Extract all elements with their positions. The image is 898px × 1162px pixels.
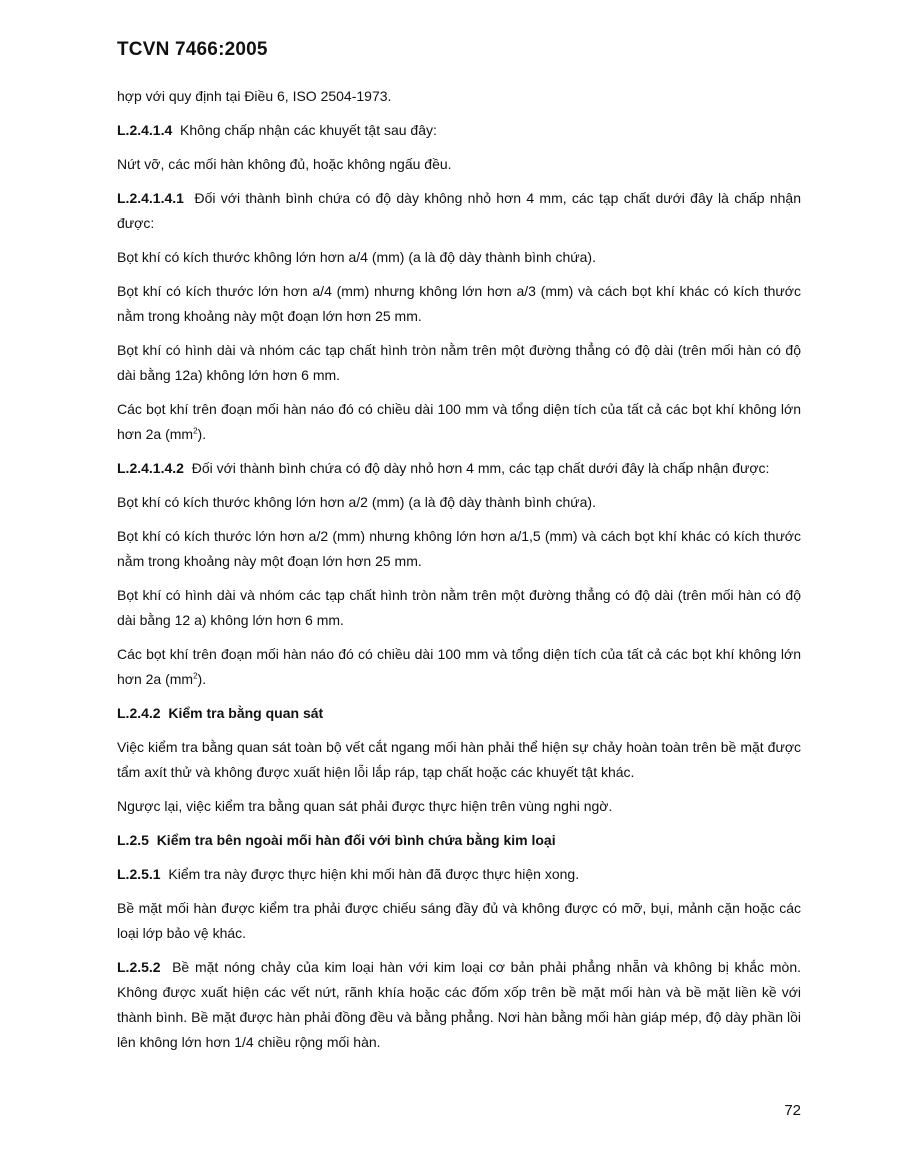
paragraph-text: Bọt khí có hình dài và nhóm các tạp chất hình tròn nằm trên một đường thẳng có độ dài (trên mối hàn có độ dài bằng 12a) không lớn hơn 6 mm. <box>117 342 801 383</box>
paragraph-bubble-a2-a15 <box>117 524 801 574</box>
clause-text: Đối với thành bình chứa có độ dày nhỏ hơn 4 mm, các tạp chất dưới đây là chấp nhận được: <box>191 460 770 476</box>
paragraph-text: Bọt khí có kích thước lớn hơn a/2 (mm) nhưng không lớn hơn a/1,5 (mm) và cách bọt khí khác có kích thước nằm trong khoảng này một đoạn lớn hơn 25 mm. <box>117 528 801 569</box>
paragraph-text: Bọt khí có kích thước không lớn hơn a/2 (mm) (a là độ dày thành bình chứa). <box>117 494 596 510</box>
clause-text: Bề mặt nóng chảy của kim loại hàn với kim loại cơ bản phải phẳng nhẵn và không bị khắc mòn. Không được xuất hiện các vết nứt, rãnh khía hoặc các đốm xốp trên bề mặt mối hàn và bề mặt liền kề với thành bình. Bề mặt được hàn phải đồng đều và bằng phẳng. Nơi hàn bằng mối hàn giáp mép, độ dày phần lồi lên không lớn hơn 1/4 chiều rộng mối hàn. <box>117 959 801 1050</box>
paragraph-bubble-a2 <box>117 490 801 515</box>
clause-text: Không chấp nhận các khuyết tật sau đây: <box>180 122 437 138</box>
paragraph-defects <box>117 152 801 177</box>
paragraph-text: Bọt khí có kích thước lớn hơn a/4 (mm) nhưng không lớn hơn a/3 (mm) và cách bọt khí khác có kích thước nằm trong khoảng này một đoạn lớn hơn 25 mm. <box>117 283 801 324</box>
paragraph-text: Bề mặt mối hàn được kiểm tra phải được chiếu sáng đầy đủ và không được có mỡ, bụi, mảnh cặn hoặc các loại lớp bảo vệ khác. <box>117 900 801 941</box>
clause-text: Kiểm tra này được thực hiện khi mối hàn đã được thực hiện xong. <box>168 866 580 882</box>
paragraph-text: Các bọt khí trên đoạn mối hàn náo đó có chiều dài 100 mm và tổng diện tích của tất cả các bọt khí không lớn hơn 2a (mm <box>117 646 801 687</box>
standard-code-header: TCVN 7466:2005 <box>117 39 268 60</box>
paragraph-continuation <box>117 84 801 109</box>
clause-number: L.2.5.2 <box>117 959 161 975</box>
section-heading-L-2-4-2 <box>117 701 801 726</box>
clause-number: L.2.4.1.4.2 <box>117 460 184 476</box>
section-number: L.2.4.2 <box>117 705 161 721</box>
paragraph-text: Ngược lại, việc kiểm tra bằng quan sát phải được thực hiện trên vùng nghi ngờ. <box>117 798 613 814</box>
clause-number: L.2.4.1.4 <box>117 122 173 138</box>
clause-L-2-4-1-4 <box>117 118 801 143</box>
paragraph-surface-lighting <box>117 896 801 946</box>
paragraph-elongated-bubble-2 <box>117 583 801 633</box>
paragraph-visual-inspection <box>117 735 801 785</box>
section-title: Kiểm tra bên ngoài mối hàn đối với bình chứa bằng kim loại <box>156 832 556 848</box>
paragraph-text: Nứt vỡ, các mối hàn không đủ, hoặc không ngấu đều. <box>117 156 452 172</box>
paragraph-elongated-bubble <box>117 338 801 388</box>
paragraph-text: hợp với quy định tại Điều 6, ISO 2504-1973. <box>117 88 392 104</box>
paragraph-text: Các bọt khí trên đoạn mối hàn náo đó có chiều dài 100 mm và tổng diện tích của tất cả các bọt khí không lớn hơn 2a (mm <box>117 401 801 442</box>
paragraph-bubble-a4 <box>117 245 801 270</box>
section-title: Kiểm tra bằng quan sát <box>168 705 324 721</box>
superscript: 2 <box>193 671 198 681</box>
superscript: 2 <box>193 426 198 436</box>
clause-number: L.2.4.1.4.1 <box>117 190 184 206</box>
paragraph-bubble-a4-a3 <box>117 279 801 329</box>
paragraph-tail: ). <box>197 671 207 687</box>
paragraph-bubble-area-2 <box>117 642 801 692</box>
clause-L-2-5-1 <box>117 862 801 887</box>
clause-L-2-4-1-4-2 <box>117 456 801 481</box>
paragraph-text: Bọt khí có hình dài và nhóm các tạp chất hình tròn nằm trên một đường thẳng có độ dài (trên mối hàn có độ dài bằng 12 a) không lớn hơn 6 mm. <box>117 587 801 628</box>
page-number: 72 <box>784 1102 801 1119</box>
paragraph-text: Bọt khí có kích thước không lớn hơn a/4 (mm) (a là độ dày thành bình chứa). <box>117 249 596 265</box>
paragraph-suspect-area <box>117 794 801 819</box>
clause-L-2-5-2 <box>117 955 801 1055</box>
paragraph-text: Việc kiểm tra bằng quan sát toàn bộ vết cắt ngang mối hàn phải thể hiện sự chảy hoàn toàn trên bề mặt được tẩm axít thử và không được xuất hiện lỗi lắp ráp, tạp chất hoặc các khuyết tật khác. <box>117 739 801 780</box>
document-page <box>117 38 801 1138</box>
section-heading-L-2-5 <box>117 828 801 853</box>
clause-L-2-4-1-4-1 <box>117 186 801 236</box>
paragraph-bubble-area <box>117 397 801 447</box>
paragraph-tail: ). <box>197 426 207 442</box>
section-number: L.2.5 <box>117 832 149 848</box>
clause-text: Đối với thành bình chứa có độ dày không nhỏ hơn 4 mm, các tạp chất dưới đây là chấp nhận được: <box>117 190 802 231</box>
clause-number: L.2.5.1 <box>117 866 161 882</box>
